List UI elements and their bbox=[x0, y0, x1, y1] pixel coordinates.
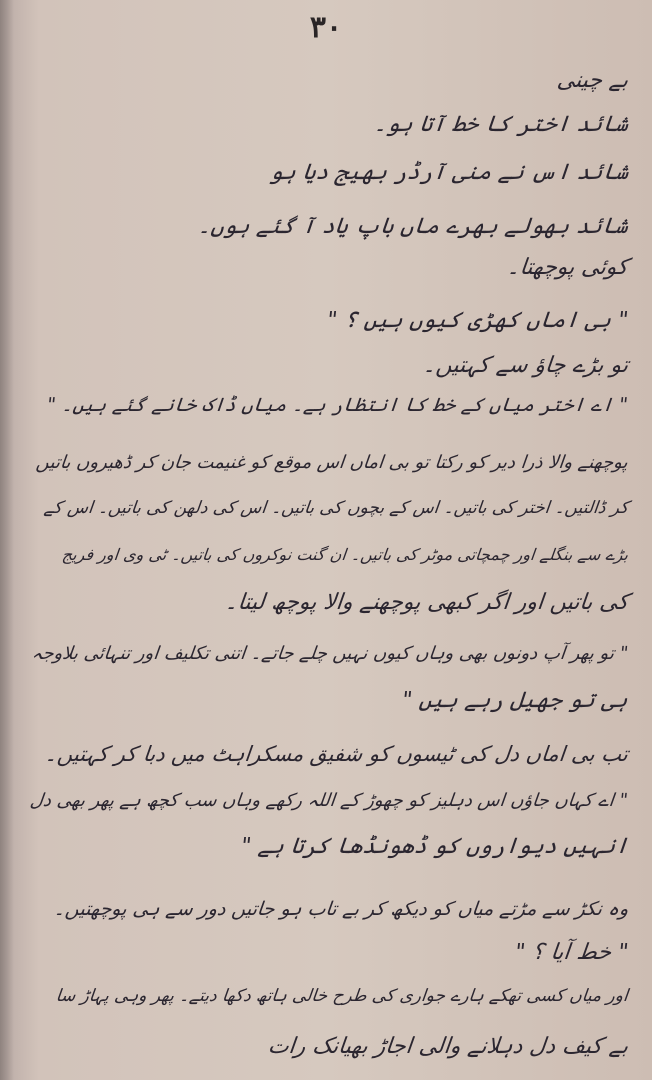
text-line: " خط آیا ؟ " bbox=[513, 940, 630, 965]
text-line: بڑے سے بنگلے اور چمچاتی موٹر کی باتیں۔ ان گنت نوکروں کی باتیں۔ ٹی وی اور فریج bbox=[60, 545, 629, 564]
text-line: " اے اختر میاں کے خط کا انتظار ہے۔ میاں ڈاک خانے گئے ہیں۔ " bbox=[46, 394, 630, 416]
text-line: کوئی پوچھتا۔ bbox=[505, 255, 630, 280]
text-line: انہیں دیواروں کو ڈھونڈھا کرتا ہے " bbox=[239, 834, 630, 859]
text-line: " تو پھر آپ دونوں بھی وہاں کیوں نہیں چلے جاتے۔ اتنی تکلیف اور تنہائی بلاوجہ bbox=[30, 643, 630, 664]
page-edge-shadow bbox=[0, 0, 14, 1080]
text-line: " اے کہاں جاؤں اس دہلیز کو چھوڑ کے اللہ رکھے وہاں سب کچھ ہے پھر بھی دل bbox=[29, 790, 630, 811]
text-line: تو بڑے چاؤ سے کہتیں۔ bbox=[421, 353, 630, 378]
text-line: پوچھنے والا ذرا دیر کو رکتا تو بی اماں اس موقع کو غنیمت جان کر ڈھیروں باتیں bbox=[35, 452, 630, 473]
text-line: کی باتیں اور اگر کبھی پوچھنے والا پوچھ لیتا۔ bbox=[223, 590, 630, 615]
page-number: ۳۰ bbox=[309, 10, 343, 45]
text-line: شائد اس نے منی آرڈر بھیج دیا ہو bbox=[268, 160, 630, 185]
text-line: شائد بھولے بھرے ماں باپ یاد آ گئے ہوں۔ bbox=[196, 214, 630, 239]
text-line: " بی اماں کھڑی کیوں ہیں ؟ " bbox=[325, 308, 630, 333]
text-line: ہی تو جھیل رہے ہیں " bbox=[401, 688, 630, 713]
text-line: وہ نکڑ سے مڑتے میاں کو دیکھ کر بے تاب ہو جاتیں دور سے ہی پوچھتیں۔ bbox=[52, 898, 630, 920]
text-line: بے چینی bbox=[555, 68, 630, 93]
text-line: اور میاں کسی تھکے ہارے جواری کی طرح خالی ہاتھ دکھا دیتے۔ پھر وہی پہاڑ سا bbox=[54, 986, 629, 1006]
text-line: کر ڈالتیں۔ اختر کی باتیں۔ اس کے بچوں کی باتیں۔ اس کی دلھن کی باتیں۔ اس کے bbox=[42, 498, 629, 518]
text-line: بے کیف دل دہلانے والی اجاڑ بھیانک رات bbox=[266, 1034, 630, 1059]
text-line: شائد اختر کا خط آتا ہو۔ bbox=[372, 112, 630, 137]
text-line: تب بی اماں دل کی ٹیسوں کو شفیق مسکراہٹ میں دبا کر کہتیں۔ bbox=[43, 742, 630, 766]
